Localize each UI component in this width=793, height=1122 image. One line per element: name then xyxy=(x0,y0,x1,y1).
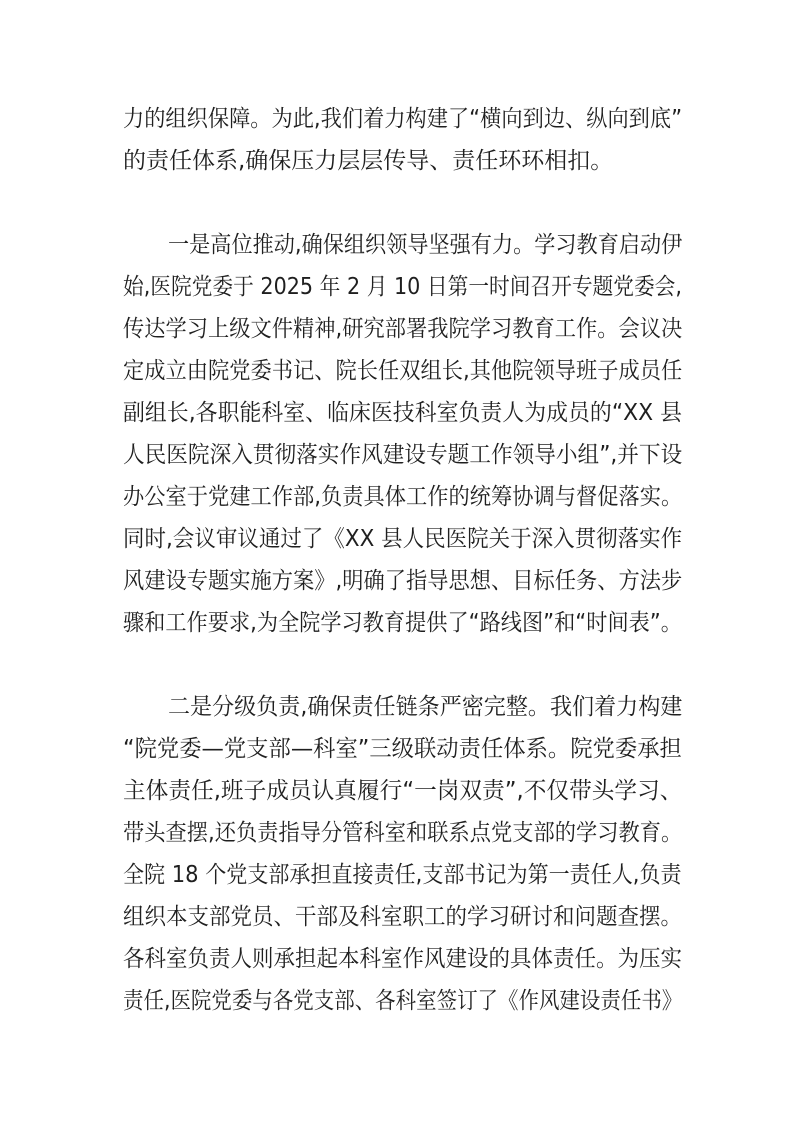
text-line: 副组长,各职能科室、临床医技科室负责人为成员的“XX 县 xyxy=(123,400,683,426)
text-line: 的责任体系,确保压力层层传导、责任环环相扣。 xyxy=(123,148,614,174)
text-line: 二是分级负责,确保责任链条严密完整。我们着力构建 xyxy=(168,694,683,720)
text-line: 始,医院党委于 2025 年 2 月 10 日第一时间召开专题党委会, xyxy=(123,274,682,300)
text-line: “院党委—党支部—科室”三级联动责任体系。院党委承担 xyxy=(123,736,682,762)
text-line: 定成立由院党委书记、院长任双组长,其他院领导班子成员任 xyxy=(123,358,683,384)
text-line: 各科室负责人则承担起本科室作风建设的具体责任。为压实 xyxy=(123,946,683,972)
text-line: 力的组织保障。为此,我们着力构建了“横向到边、纵向到底” xyxy=(123,106,683,132)
text-line: 一是高位推动,确保组织领导坚强有力。学习教育启动伊 xyxy=(168,232,683,258)
text-line: 组织本支部党员、干部及科室职工的学习研讨和问题查摆。 xyxy=(123,904,683,930)
text-line: 同时,会议审议通过了《XX 县人民医院关于深入贯彻落实作 xyxy=(123,526,683,552)
text-line: 责任,医院党委与各党支部、各科室签订了《作风建设责任书》 xyxy=(123,988,683,1014)
text-line: 风建设专题实施方案》,明确了指导思想、目标任务、方法步 xyxy=(123,568,683,594)
text-line: 主体责任,班子成员认真履行“一岗双责”,不仅带头学习、 xyxy=(123,778,683,804)
text-line: 传达学习上级文件精神,研究部署我院学习教育工作。会议决 xyxy=(123,316,683,342)
text-line: 带头查摆,还负责指导分管科室和联系点党支部的学习教育。 xyxy=(123,820,683,846)
text-line: 全院 18 个党支部承担直接责任,支部书记为第一责任人,负责 xyxy=(123,862,682,888)
text-line: 骤和工作要求,为全院学习教育提供了“路线图”和“时间表”。 xyxy=(123,610,682,636)
text-line: 人民医院深入贯彻落实作风建设专题工作领导小组”,并下设 xyxy=(123,442,683,468)
text-line: 办公室于党建工作部,负责具体工作的统筹协调与督促落实。 xyxy=(123,484,683,510)
